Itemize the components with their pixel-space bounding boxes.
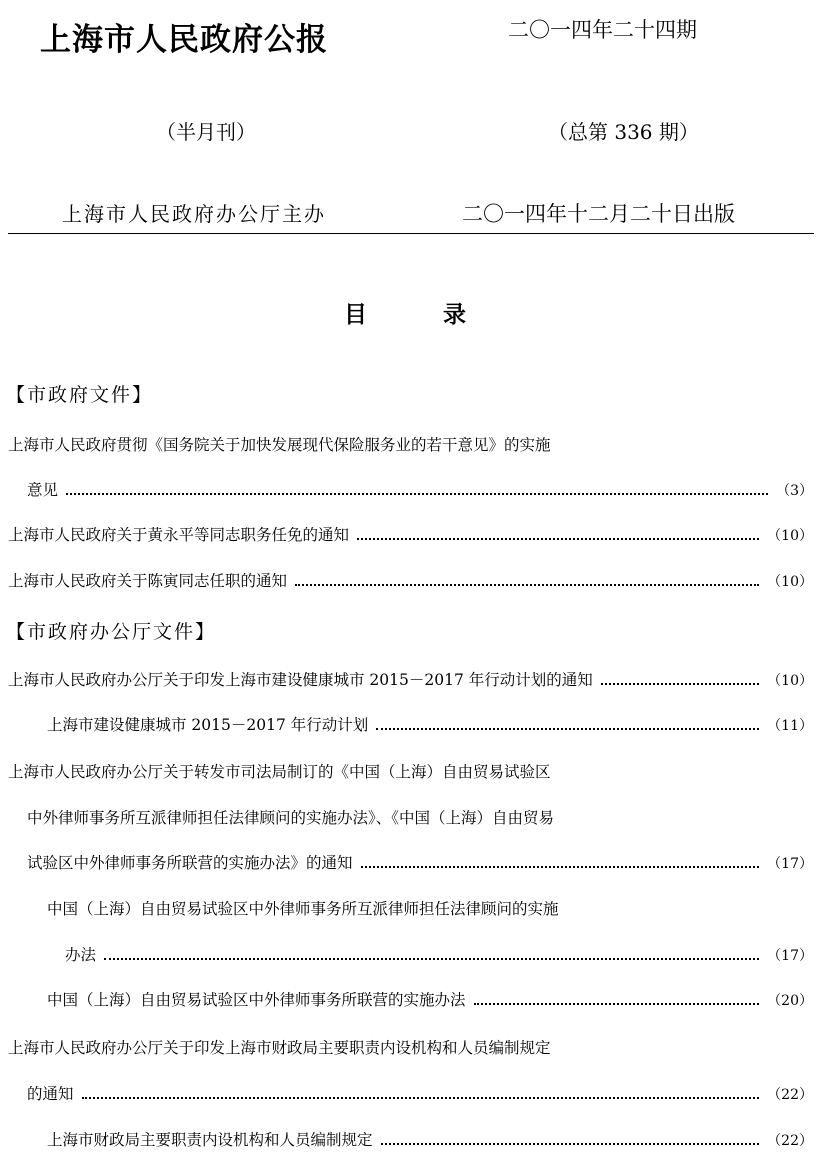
toc-entry[interactable] bbox=[8, 569, 813, 591]
toc-entry-title: 上海市财政局主要职责内设机构和人员编制规定 bbox=[47, 1131, 373, 1149]
toc-entry-title: 中外律师事务所互派律师担任法律顾问的实施办法》、《中国（上海）自由贸易 bbox=[27, 809, 555, 827]
total-issue-number: （总第 336 期） bbox=[548, 120, 699, 144]
toc-entry[interactable] bbox=[8, 668, 813, 690]
toc-entry[interactable] bbox=[27, 851, 813, 873]
toc-entry-title: 上海市建设健康城市 2015－2017 年行动计划 bbox=[47, 716, 369, 734]
dot-leader bbox=[357, 538, 759, 540]
publication-frequency: （半月刊） bbox=[156, 120, 256, 144]
toc-page-number: （17） bbox=[767, 948, 813, 964]
toc-entry-title: 上海市人民政府办公厅关于印发上海市建设健康城市 2015－2017 年行动计划的通知 bbox=[8, 671, 593, 689]
toc-page-number: （10） bbox=[767, 673, 813, 689]
toc-entry[interactable] bbox=[8, 1036, 813, 1058]
toc-entry-title: 上海市人民政府贯彻《国务院关于加快发展现代保险服务业的若干意见》的实施 bbox=[8, 436, 551, 454]
toc-entry[interactable] bbox=[27, 1082, 813, 1104]
toc-entry-title: 意见 bbox=[27, 481, 59, 499]
toc-entry-title: 上海市人民政府办公厅关于转发市司法局制订的《中国（上海）自由贸易试验区 bbox=[8, 763, 551, 781]
toc-entry-title: 的通知 bbox=[27, 1085, 74, 1103]
toc-entry[interactable] bbox=[47, 1128, 813, 1150]
publish-date: 二〇一四年十二月二十日出版 bbox=[462, 202, 735, 226]
toc-entry[interactable] bbox=[27, 806, 813, 828]
toc-entry-title: 上海市人民政府关于陈寅同志任职的通知 bbox=[8, 572, 288, 590]
header-divider bbox=[8, 233, 814, 234]
toc-page-number: （10） bbox=[767, 528, 813, 544]
toc-entry-title: 中国（上海）自由贸易试验区中外律师事务所联营的实施办法 bbox=[47, 991, 466, 1009]
toc-page-number: （17） bbox=[767, 856, 813, 872]
sponsor: 上海市人民政府办公厅主办 bbox=[62, 202, 326, 226]
toc-entry[interactable] bbox=[47, 988, 813, 1010]
toc-page-number: （22） bbox=[767, 1087, 813, 1103]
dot-leader bbox=[474, 1003, 760, 1005]
dot-leader bbox=[295, 584, 759, 586]
toc-entry-title: 中国（上海）自由贸易试验区中外律师事务所互派律师担任法律顾问的实施 bbox=[47, 900, 559, 918]
toc-page-number: （11） bbox=[767, 718, 813, 734]
toc-page-number: （20） bbox=[767, 993, 813, 1009]
dot-leader bbox=[82, 1097, 760, 1099]
toc-page-number: （22） bbox=[767, 1133, 813, 1149]
toc-entry[interactable] bbox=[65, 943, 813, 965]
section-heading: 【市政府文件】 bbox=[6, 384, 154, 406]
issue-number: 二〇一四年二十四期 bbox=[508, 18, 697, 42]
toc-entry[interactable] bbox=[47, 897, 813, 919]
toc-entry[interactable] bbox=[8, 760, 813, 782]
toc-entry[interactable] bbox=[47, 713, 813, 735]
toc-title: 目录 bbox=[344, 301, 542, 328]
toc-entry-title: 上海市人民政府办公厅关于印发上海市财政局主要职责内设机构和人员编制规定 bbox=[8, 1039, 551, 1057]
toc-entry[interactable] bbox=[27, 478, 813, 500]
toc-entry-title: 办法 bbox=[65, 946, 97, 964]
toc-entry[interactable] bbox=[8, 523, 813, 545]
publication-title: 上海市人民政府公报 bbox=[40, 22, 328, 58]
dot-leader bbox=[104, 958, 759, 960]
dot-leader bbox=[361, 866, 760, 868]
toc-entry-title: 试验区中外律师事务所联营的实施办法》的通知 bbox=[27, 854, 353, 872]
toc-page-number: （10） bbox=[767, 574, 813, 590]
dot-leader bbox=[66, 493, 768, 495]
toc-entry-title: 上海市人民政府关于黄永平等同志职务任免的通知 bbox=[8, 526, 350, 544]
dot-leader bbox=[376, 728, 759, 730]
section-heading: 【市政府办公厅文件】 bbox=[6, 621, 217, 643]
toc-page-number: （3） bbox=[776, 483, 813, 499]
toc-entry[interactable] bbox=[8, 433, 813, 455]
dot-leader bbox=[381, 1143, 760, 1145]
dot-leader bbox=[601, 683, 759, 685]
